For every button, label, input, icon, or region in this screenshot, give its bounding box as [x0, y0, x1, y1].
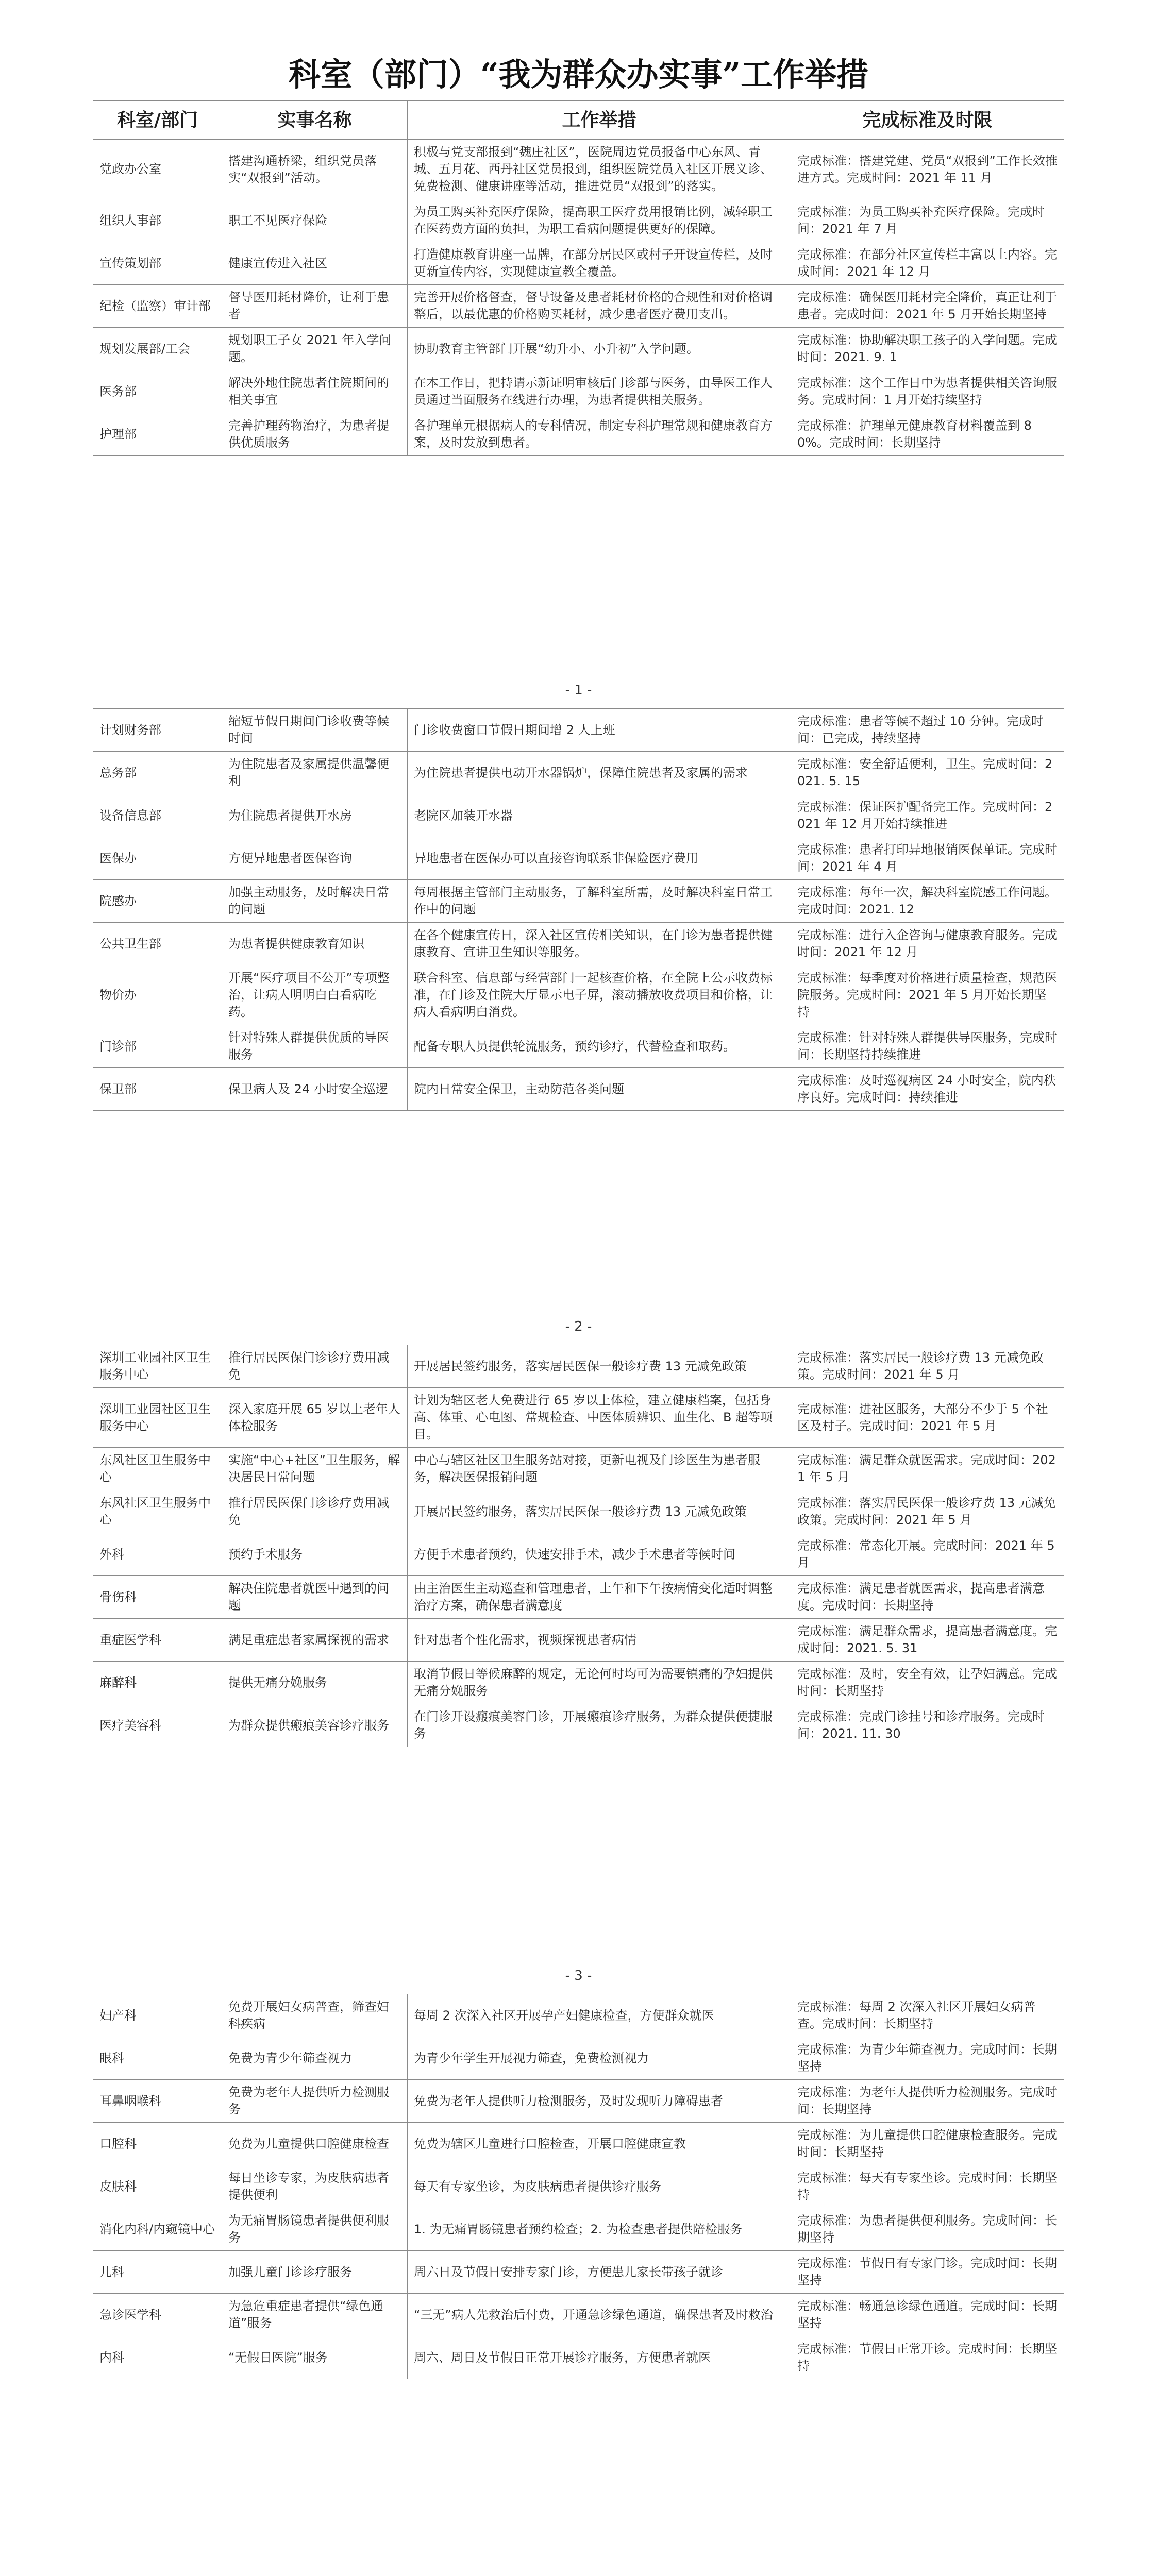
measures-cell: 周六、周日及节假日正常开展诊疗服务，方便患者就医 — [408, 2336, 791, 2379]
table-row — [93, 1704, 1064, 1747]
table-row — [93, 923, 1064, 965]
table-row — [93, 328, 1064, 370]
department-cell: 纪检（监察）审计部 — [93, 285, 222, 328]
column-header: 完成标准及时限 — [791, 101, 1064, 140]
measures-cell: 配备专职人员提供轮流服务，预约诊疗，代替检查和取药。 — [408, 1025, 791, 1068]
task-name-cell: 解决外地住院患者住院期间的相关事宜 — [222, 370, 408, 413]
measures-cell: 每周 2 次深入社区开展孕产妇健康检查，方便群众就医 — [408, 1994, 791, 2037]
measures-cell: 为住院患者提供电动开水器锅炉，保障住院患者及家属的需求 — [408, 752, 791, 794]
standard-deadline-cell: 完成标准：落实居民一般诊疗费 13 元减免政策。完成时间：2021 年 5 月 — [791, 1345, 1064, 1388]
department-cell: 总务部 — [93, 752, 222, 794]
task-name-cell: 为无痛胃肠镜患者提供便利服务 — [222, 2208, 408, 2251]
department-cell: 消化内科/内窥镜中心 — [93, 2208, 222, 2251]
task-name-cell: 健康宣传进入社区 — [222, 242, 408, 285]
standard-deadline-cell: 完成标准：搭建党建、党员“双报到”工作长效推进方式。完成时间：2021 年 11 月 — [791, 140, 1064, 199]
measures-cell: 老院区加装开水器 — [408, 794, 791, 837]
column-header: 科室/部门 — [93, 101, 222, 140]
measures-cell: 门诊收费窗口节假日期间增 2 人上班 — [408, 709, 791, 752]
department-cell: 东风社区卫生服务中心 — [93, 1490, 222, 1533]
task-name-cell: 规划职工子女 2021 年入学问题。 — [222, 328, 408, 370]
measures-cell: 每天有专家坐诊，为皮肤病患者提供诊疗服务 — [408, 2165, 791, 2208]
standard-deadline-cell: 完成标准：完成门诊挂号和诊疗服务。完成时间：2021. 11. 30 — [791, 1704, 1064, 1747]
standard-deadline-cell: 完成标准：常态化开展。完成时间：2021 年 5 月 — [791, 1533, 1064, 1576]
task-name-cell: 加强儿童门诊诊疗服务 — [222, 2251, 408, 2294]
document-title: 科室（部门）“我为群众办实事”工作举措 — [288, 56, 869, 93]
task-name-cell: 为住院患者及家属提供温馨便利 — [222, 752, 408, 794]
measures-cell: 免费为辖区儿童进行口腔检查，开展口腔健康宣教 — [408, 2123, 791, 2165]
table-row — [93, 2251, 1064, 2294]
standard-deadline-cell: 完成标准：为青少年筛查视力。完成时间：长期坚持 — [791, 2037, 1064, 2080]
measures-cell: 在门诊开设瘢痕美容门诊，开展瘢痕诊疗服务，为群众提供便捷服务 — [408, 1704, 791, 1747]
department-cell: 急诊医学科 — [93, 2294, 222, 2336]
standard-deadline-cell: 完成标准：满足群众需求，提高患者满意度。完成时间：2021. 5. 31 — [791, 1619, 1064, 1662]
task-name-cell: 深入家庭开展 65 岁以上老年人体检服务 — [222, 1388, 408, 1448]
measures-cell: 针对患者个性化需求，视频探视患者病情 — [408, 1619, 791, 1662]
standard-deadline-cell: 完成标准：针对特殊人群提供导医服务，完成时间：长期坚持持续推进 — [791, 1025, 1064, 1068]
task-name-cell: “无假日医院”服务 — [222, 2336, 408, 2379]
task-name-cell: 缩短节假日期间门诊收费等候时间 — [222, 709, 408, 752]
table-row — [93, 880, 1064, 923]
measures-cell: 为员工购买补充医疗保险，提高职工医疗费用报销比例，减轻职工在医药费方面的负担，为职工看病问题提供更好的保障。 — [408, 199, 791, 242]
standard-deadline-cell: 完成标准：及时，安全有效，让孕妇满意。完成时间：长期坚持 — [791, 1662, 1064, 1704]
department-cell: 门诊部 — [93, 1025, 222, 1068]
column-header: 工作举措 — [408, 101, 791, 140]
table-row — [93, 2294, 1064, 2336]
department-cell: 宣传策划部 — [93, 242, 222, 285]
table-row — [93, 1068, 1064, 1111]
department-cell: 物价办 — [93, 965, 222, 1025]
department-cell: 护理部 — [93, 413, 222, 456]
task-name-cell: 搭建沟通桥梁，组织党员落实“双报到”活动。 — [222, 140, 408, 199]
standard-deadline-cell: 完成标准：在部分社区宣传栏丰富以上内容。完成时间：2021 年 12 月 — [791, 242, 1064, 285]
standard-deadline-cell: 完成标准：保证医护配备完工作。完成时间：2021 年 12 月开始持续推进 — [791, 794, 1064, 837]
table-row — [93, 2123, 1064, 2165]
task-name-cell: 免费开展妇女病普查，筛查妇科疾病 — [222, 1994, 408, 2037]
department-cell: 院感办 — [93, 880, 222, 923]
measures-cell: 完善开展价格督查，督导设备及患者耗材价格的合规性和对价格调整后，以最优惠的价格购买耗材，减少患者医疗费用支出。 — [408, 285, 791, 328]
standard-deadline-cell: 完成标准：确保医用耗材完全降价，真正让利于患者。完成时间：2021 年 5 月开始长期坚持 — [791, 285, 1064, 328]
department-cell: 医疗美容科 — [93, 1704, 222, 1747]
department-cell: 外科 — [93, 1533, 222, 1576]
page-number: - 3 - — [565, 1968, 592, 1984]
task-name-cell: 免费为青少年筛查视力 — [222, 2037, 408, 2080]
measures-cell: 在本工作日，把持请示新证明审核后门诊部与医务，由导医工作人员通过当面服务在线进行办理，为患者提供相关服务。 — [408, 370, 791, 413]
standard-deadline-cell: 完成标准：满足群众就医需求。完成时间：2021 年 5 月 — [791, 1448, 1064, 1490]
measures-cell: 为青少年学生开展视力筛查，免费检测视力 — [408, 2037, 791, 2080]
task-name-cell: 免费为老年人提供听力检测服务 — [222, 2080, 408, 2123]
page-number: - 2 - — [565, 1319, 592, 1334]
standard-deadline-cell: 完成标准：这个工作日中为患者提供相关咨询服务。完成时间：1 月开始持续坚持 — [791, 370, 1064, 413]
table-page-4 — [93, 1994, 1064, 2379]
task-name-cell: 督导医用耗材降价，让利于患者 — [222, 285, 408, 328]
table-row — [93, 140, 1064, 199]
measures-cell: 计划为辖区老人免费进行 65 岁以上体检，建立健康档案，包括身高、体重、心电图、常规检查、中医体质辨识、血生化、B 超等项目。 — [408, 1388, 791, 1448]
task-name-cell: 完善护理药物治疗，为患者提供优质服务 — [222, 413, 408, 456]
task-name-cell: 为群众提供瘢痕美容诊疗服务 — [222, 1704, 408, 1747]
task-name-cell: 实施“中心+社区”卫生服务，解决居民日常问题 — [222, 1448, 408, 1490]
table-row — [93, 965, 1064, 1025]
department-cell: 深圳工业园社区卫生服务中心 — [93, 1345, 222, 1388]
department-cell: 耳鼻咽喉科 — [93, 2080, 222, 2123]
task-name-cell: 提供无痛分娩服务 — [222, 1662, 408, 1704]
table-row — [93, 1448, 1064, 1490]
table-row — [93, 1994, 1064, 2037]
table-row — [93, 2080, 1064, 2123]
measures-cell: 异地患者在医保办可以直接咨询联系非保险医疗费用 — [408, 837, 791, 880]
table-row — [93, 242, 1064, 285]
measures-cell: 1. 为无痛胃肠镜患者预约检查；2. 为检查患者提供陪检服务 — [408, 2208, 791, 2251]
task-name-cell: 针对特殊人群提供优质的导医服务 — [222, 1025, 408, 1068]
standard-deadline-cell: 完成标准：进行入企咨询与健康教育服务。完成时间：2021 年 12 月 — [791, 923, 1064, 965]
table-row — [93, 199, 1064, 242]
task-name-cell: 满足重症患者家属探视的需求 — [222, 1619, 408, 1662]
standard-deadline-cell: 完成标准：节假日有专家门诊。完成时间：长期坚持 — [791, 2251, 1064, 2294]
department-cell: 麻醉科 — [93, 1662, 222, 1704]
task-name-cell: 每日坐诊专家，为皮肤病患者提供便利 — [222, 2165, 408, 2208]
standard-deadline-cell: 完成标准：患者等候不超过 10 分钟。完成时间：已完成，持续坚持 — [791, 709, 1064, 752]
measures-cell: 开展居民签约服务，落实居民医保一般诊疗费 13 元减免政策 — [408, 1345, 791, 1388]
department-cell: 保卫部 — [93, 1068, 222, 1111]
measures-cell: 取消节假日等候麻醉的规定，无论何时均可为需要镇痛的孕妇提供无痛分娩服务 — [408, 1662, 791, 1704]
department-cell: 眼科 — [93, 2037, 222, 2080]
task-name-cell: 推行居民医保门诊诊疗费用减免 — [222, 1345, 408, 1388]
department-cell: 口腔科 — [93, 2123, 222, 2165]
standard-deadline-cell: 完成标准：协助解决职工孩子的入学问题。完成时间：2021. 9. 1 — [791, 328, 1064, 370]
standard-deadline-cell: 完成标准：每年一次，解决科室院感工作问题。完成时间：2021. 12 — [791, 880, 1064, 923]
department-cell: 骨伤科 — [93, 1576, 222, 1619]
table-row — [93, 1533, 1064, 1576]
table-row — [93, 837, 1064, 880]
task-name-cell: 方便异地患者医保咨询 — [222, 837, 408, 880]
table-page-3 — [93, 1345, 1064, 1747]
task-name-cell: 预约手术服务 — [222, 1533, 408, 1576]
table-row — [93, 1345, 1064, 1388]
department-cell: 计划财务部 — [93, 709, 222, 752]
standard-deadline-cell: 完成标准：满足患者就医需求，提高患者满意度。完成时间：长期坚持 — [791, 1576, 1064, 1619]
standard-deadline-cell: 完成标准：畅通急诊绿色通道。完成时间：长期坚持 — [791, 2294, 1064, 2336]
department-cell: 儿科 — [93, 2251, 222, 2294]
measures-cell: 各护理单元根据病人的专科情况，制定专科护理常规和健康教育方案，及时发放到患者。 — [408, 413, 791, 456]
standard-deadline-cell: 完成标准：落实居民医保一般诊疗费 13 元减免政策。完成时间：2021 年 5 月 — [791, 1490, 1064, 1533]
department-cell: 医保办 — [93, 837, 222, 880]
table-row — [93, 2336, 1064, 2379]
table-row — [93, 2208, 1064, 2251]
measures-cell: 联合科室、信息部与经营部门一起核查价格，在全院上公示收费标准，在门诊及住院大厅显示电子屏，滚动播放收费项目和价格，让病人看病明白消费。 — [408, 965, 791, 1025]
measures-cell: “三无”病人先救治后付费，开通急诊绿色通道，确保患者及时救治 — [408, 2294, 791, 2336]
task-name-cell: 推行居民医保门诊诊疗费用减免 — [222, 1490, 408, 1533]
measures-cell: 打造健康教育讲座一品牌，在部分居民区或村子开设宣传栏，及时更新宣传内容，实现健康宣教全覆盖。 — [408, 242, 791, 285]
table-row — [93, 1025, 1064, 1068]
table-row — [93, 285, 1064, 328]
standard-deadline-cell: 完成标准：每天有专家坐诊。完成时间：长期坚持 — [791, 2165, 1064, 2208]
table-row — [93, 794, 1064, 837]
measures-cell: 院内日常安全保卫，主动防范各类问题 — [408, 1068, 791, 1111]
department-cell: 妇产科 — [93, 1994, 222, 2037]
standard-deadline-cell: 完成标准：安全舒适便利，卫生。完成时间：2021. 5. 15 — [791, 752, 1064, 794]
table-row — [93, 2037, 1064, 2080]
table-page-1 — [93, 100, 1064, 456]
measures-cell: 每周根据主管部门主动服务，了解科室所需，及时解决科室日常工作中的问题 — [408, 880, 791, 923]
task-name-cell: 免费为儿童提供口腔健康检查 — [222, 2123, 408, 2165]
measures-cell: 开展居民签约服务，落实居民医保一般诊疗费 13 元减免政策 — [408, 1490, 791, 1533]
department-cell: 深圳工业园社区卫生服务中心 — [93, 1388, 222, 1448]
department-cell: 内科 — [93, 2336, 222, 2379]
task-name-cell: 加强主动服务，及时解决日常的问题 — [222, 880, 408, 923]
standard-deadline-cell: 完成标准：节假日正常开诊。完成时间：长期坚持 — [791, 2336, 1064, 2379]
measures-cell: 中心与辖区社区卫生服务站对接，更新电视及门诊医生为患者服务，解决医保报销问题 — [408, 1448, 791, 1490]
table-row — [93, 709, 1064, 752]
department-cell: 重症医学科 — [93, 1619, 222, 1662]
table-row — [93, 1388, 1064, 1448]
standard-deadline-cell: 完成标准：为患者提供便利服务。完成时间：长期坚持 — [791, 2208, 1064, 2251]
standard-deadline-cell: 完成标准：每周 2 次深入社区开展妇女病普查。完成时间：长期坚持 — [791, 1994, 1064, 2037]
task-name-cell: 开展“医疗项目不公开”专项整治，让病人明明白白看病吃药。 — [222, 965, 408, 1025]
measures-cell: 周六日及节假日安排专家门诊，方便患儿家长带孩子就诊 — [408, 2251, 791, 2294]
standard-deadline-cell: 完成标准：进社区服务，大部分不少于 5 个社区及村子。完成时间：2021 年 5 月 — [791, 1388, 1064, 1448]
department-cell: 公共卫生部 — [93, 923, 222, 965]
department-cell: 东风社区卫生服务中心 — [93, 1448, 222, 1490]
measures-cell: 方便手术患者预约，快速安排手术，减少手术患者等候时间 — [408, 1533, 791, 1576]
department-cell: 皮肤科 — [93, 2165, 222, 2208]
standard-deadline-cell: 完成标准：为员工购买补充医疗保险。完成时间：2021 年 7 月 — [791, 199, 1064, 242]
standard-deadline-cell: 完成标准：为老年人提供听力检测服务。完成时间：长期坚持 — [791, 2080, 1064, 2123]
measures-cell: 在各个健康宣传日，深入社区宣传相关知识，在门诊为患者提供健康教育、宣讲卫生知识等服务。 — [408, 923, 791, 965]
measures-cell: 免费为老年人提供听力检测服务，及时发现听力障碍患者 — [408, 2080, 791, 2123]
table-row — [93, 2165, 1064, 2208]
department-cell: 组织人事部 — [93, 199, 222, 242]
measures-cell: 积极与党支部报到“魏庄社区”，医院周边党员报备中心东风、青城、五月花、西丹社区党员报到，组织医院党员入社区开展义诊、免费检测、健康讲座等活动，推进党员“双报到”的落实。 — [408, 140, 791, 199]
measures-cell: 由主治医生主动巡查和管理患者，上午和下午按病情变化适时调整治疗方案，确保患者满意度 — [408, 1576, 791, 1619]
measures-cell: 协助教育主管部门开展“幼升小、小升初”入学问题。 — [408, 328, 791, 370]
standard-deadline-cell: 完成标准：为儿童提供口腔健康检查服务。完成时间：长期坚持 — [791, 2123, 1064, 2165]
department-cell: 设备信息部 — [93, 794, 222, 837]
column-header: 实事名称 — [222, 101, 408, 140]
table-header-row — [93, 101, 1064, 140]
department-cell: 规划发展部/工会 — [93, 328, 222, 370]
standard-deadline-cell: 完成标准：每季度对价格进行质量检查，规范医院服务。完成时间：2021 年 5 月开始长期坚持 — [791, 965, 1064, 1025]
standard-deadline-cell: 完成标准：及时巡视病区 24 小时安全，院内秩序良好。完成时间：持续推进 — [791, 1068, 1064, 1111]
standard-deadline-cell: 完成标准：患者打印异地报销医保单证。完成时间：2021 年 4 月 — [791, 837, 1064, 880]
task-name-cell: 解决住院患者就医中遇到的问题 — [222, 1576, 408, 1619]
table-page-2 — [93, 708, 1064, 1111]
department-cell: 医务部 — [93, 370, 222, 413]
task-name-cell: 为患者提供健康教育知识 — [222, 923, 408, 965]
task-name-cell: 职工不见医疗保险 — [222, 199, 408, 242]
table-row — [93, 370, 1064, 413]
table-row — [93, 752, 1064, 794]
table-row — [93, 1490, 1064, 1533]
table-row — [93, 413, 1064, 456]
page-number: - 1 - — [565, 683, 592, 698]
task-name-cell: 保卫病人及 24 小时安全巡逻 — [222, 1068, 408, 1111]
task-name-cell: 为住院患者提供开水房 — [222, 794, 408, 837]
department-cell: 党政办公室 — [93, 140, 222, 199]
task-name-cell: 为急危重症患者提供“绿色通道”服务 — [222, 2294, 408, 2336]
standard-deadline-cell: 完成标准：护理单元健康教育材料覆盖到 80%。完成时间：长期坚持 — [791, 413, 1064, 456]
table-row — [93, 1662, 1064, 1704]
table-row — [93, 1576, 1064, 1619]
table-row — [93, 1619, 1064, 1662]
